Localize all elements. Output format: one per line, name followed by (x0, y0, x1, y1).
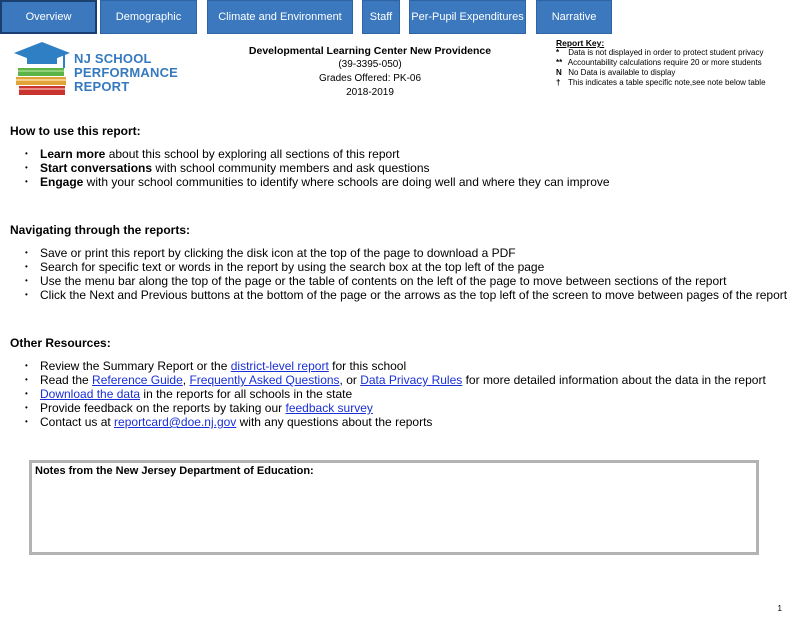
list-item (25, 401, 790, 415)
list-item (25, 175, 790, 189)
key-symbol: N (556, 68, 562, 77)
bold-lead: Engage (40, 175, 84, 189)
key-text: This indicates a table specific note,see note below table (568, 78, 766, 87)
list-item (25, 373, 790, 387)
bold-lead: Start conversations (40, 161, 153, 175)
how-to-list (10, 147, 790, 189)
bullet-icon: • (25, 361, 28, 370)
key-text: Accountability calculations require 20 or more students (567, 58, 762, 67)
tab-demographic[interactable]: Demographic (100, 0, 197, 34)
top-nav (0, 0, 800, 35)
data-privacy-rules-link[interactable]: Data Privacy Rules (360, 373, 463, 387)
key-symbol: ** (556, 58, 563, 67)
report-key (556, 38, 796, 88)
report-key-row (556, 48, 796, 58)
faq-link[interactable]: Frequently Asked Questions (189, 373, 340, 387)
contact-email-link[interactable]: reportcard@doe.nj.gov (114, 415, 237, 429)
tab-overview[interactable]: Overview (0, 0, 97, 34)
section-heading: How to use this report: (10, 124, 141, 138)
key-symbol: * (556, 48, 560, 57)
item-text: Provide feedback on the reports by taking our (40, 401, 286, 415)
bullet-icon: • (25, 375, 28, 384)
section-heading: Navigating through the reports: (10, 223, 190, 237)
bullet-icon: • (25, 163, 28, 172)
bullet-icon: • (25, 177, 28, 186)
list-item (25, 246, 790, 260)
other-resources-section (10, 336, 790, 429)
list-item (25, 274, 790, 288)
school-name: Developmental Learning Center New Providence (248, 45, 492, 57)
feedback-survey-link[interactable]: feedback survey (285, 401, 373, 415)
school-code: (39-3395-050) (338, 59, 402, 70)
logo-line-2: PERFORMANCE (74, 65, 179, 80)
item-text: Review the Summary Report or the (40, 359, 231, 373)
report-key-row (556, 78, 796, 88)
item-text: for this school (328, 359, 407, 373)
report-key-row (556, 58, 796, 68)
list-item (25, 387, 790, 401)
list-item (25, 161, 790, 175)
tab-staff[interactable]: Staff (362, 0, 400, 34)
resources-list (10, 359, 790, 429)
item-text: Click the Next and Previous buttons at the bottom of the page or the arrows as the top left of the screen to move between pages of the report (40, 288, 788, 302)
list-item (25, 359, 790, 373)
navigating-section (10, 223, 790, 302)
list-item (25, 260, 790, 274)
logo-line-3: REPORT (74, 79, 130, 94)
page-number: 1 (777, 604, 782, 613)
navigating-list (10, 246, 790, 302)
key-text: Data is not displayed in order to protect student privacy (568, 48, 764, 57)
list-item (25, 147, 790, 161)
logo-line-1: NJ SCHOOL (74, 51, 152, 66)
bullet-icon: • (25, 389, 28, 398)
item-text: Read the (40, 373, 93, 387)
item-text: with school community members and ask questions (152, 161, 430, 175)
section-heading: Other Resources: (10, 336, 111, 350)
item-text: Search for specific text or words in the report by using the search box at the top left of the page (40, 260, 545, 274)
item-text: , or (339, 373, 361, 387)
item-text: in the reports for all schools in the state (140, 387, 353, 401)
report-key-title: Report Key: (556, 38, 605, 48)
item-text: for more detailed information about the data in the report (462, 373, 766, 387)
item-text: Contact us at (40, 415, 115, 429)
bullet-icon: • (25, 149, 28, 158)
item-text: with any questions about the reports (236, 415, 433, 429)
notes-box (29, 460, 759, 555)
logo-text (74, 52, 178, 94)
item-text: about this school by exploring all sections of this report (105, 147, 400, 161)
key-symbol: † (556, 78, 561, 87)
tab-per-pupil-expenditures[interactable]: Per-Pupil Expenditures (409, 0, 526, 34)
school-info (240, 44, 500, 100)
item-text: Use the menu bar along the top of the page or the table of contents on the left of the page to move between sections of the report (40, 274, 727, 288)
key-text: No Data is available to display (568, 68, 676, 77)
grades-offered: Grades Offered: PK-06 (318, 73, 422, 84)
school-year: 2018-2019 (346, 87, 394, 98)
tab-climate-and-environment[interactable]: Climate and Environment (207, 0, 353, 34)
download-data-link[interactable]: Download the data (40, 387, 141, 401)
bullet-icon: • (25, 262, 28, 271)
bullet-icon: • (25, 276, 28, 285)
bullet-icon: • (25, 290, 28, 299)
district-level-report-link[interactable]: district-level report (230, 359, 329, 373)
notes-title: Notes from the New Jersey Department of Education: (35, 465, 314, 477)
reference-guide-link[interactable]: Reference Guide (92, 373, 183, 387)
bullet-icon: • (25, 417, 28, 426)
report-key-row (556, 68, 796, 78)
how-to-use-section (10, 124, 790, 189)
list-item (25, 288, 790, 302)
bullet-icon: • (25, 403, 28, 412)
nj-school-performance-report-logo (12, 40, 190, 102)
list-item (25, 415, 790, 429)
tab-narrative[interactable]: Narrative (536, 0, 612, 34)
item-text: with your school communities to identify where schools are doing well and where they can improve (83, 175, 610, 189)
bullet-icon: • (25, 248, 28, 257)
item-text: , (182, 373, 190, 387)
graduation-cap-books-icon (12, 40, 72, 102)
bold-lead: Learn more (40, 147, 106, 161)
item-text: Save or print this report by clicking the disk icon at the top of the page to download a PDF (40, 246, 516, 260)
